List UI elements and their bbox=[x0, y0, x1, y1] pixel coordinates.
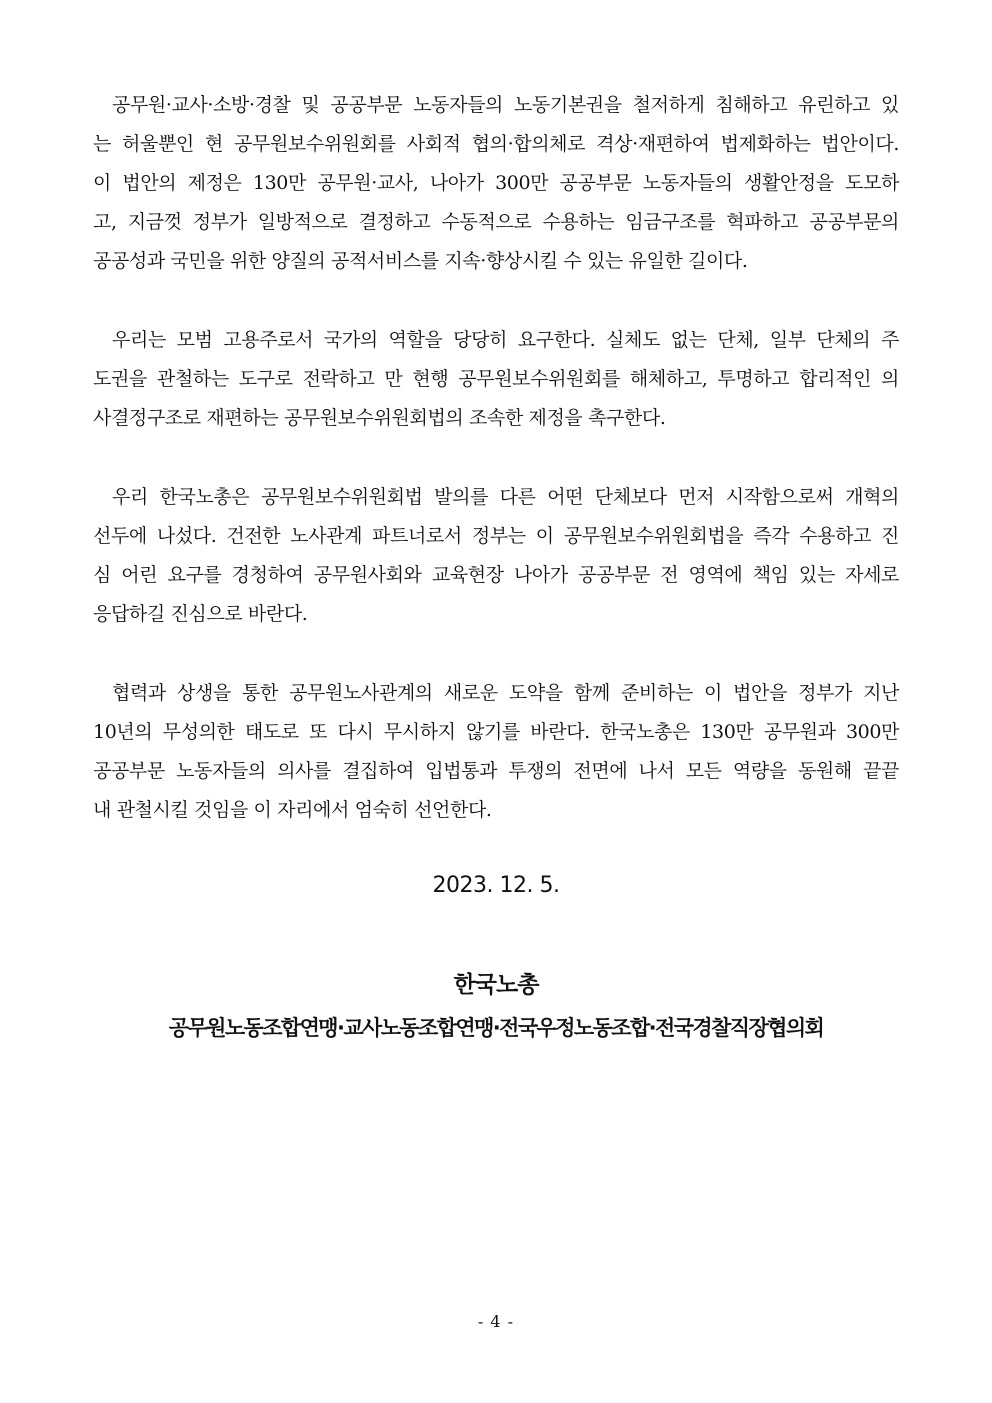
affiliate-organizations: 공무원노동조합연맹·교사노동조합연맹·전국우정노동조합·전국경찰직장협의회 bbox=[168, 1016, 824, 1040]
text-line: 협력과 상생을 통한 공무원노사관계의 새로운 도약을 함께 준비하는 이 법안을 정부가 지난 bbox=[112, 682, 899, 704]
text-line: 도권을 관철하는 도구로 전락하고 만 현행 공무원보수위원회를 해체하고, 투명하고 합리적인 의 bbox=[93, 368, 899, 390]
text-line: 선두에 나섰다. 건전한 노사관계 파트너로서 정부는 이 공무원보수위원회법을 즉각 수용하고 진 bbox=[93, 525, 899, 547]
paragraph-3 bbox=[93, 478, 899, 634]
text-line: 응답하길 진심으로 바란다. bbox=[93, 603, 308, 625]
text-line: 공공부문 노동자들의 의사를 결집하여 입법통과 투쟁의 전면에 나서 모든 역량을 동원해 끝끝 bbox=[93, 760, 899, 782]
text-line: 심 어린 요구를 경청하여 공무원사회와 교육현장 나아가 공공부문 전 영역에 책임 있는 자세로 bbox=[93, 564, 899, 586]
statement-date: 2023. 12. 5. bbox=[432, 873, 560, 898]
statement-body bbox=[93, 86, 899, 870]
paragraph-2 bbox=[93, 321, 899, 438]
text-line: 우리 한국노총은 공무원보수위원회법 발의를 다른 어떤 단체보다 먼저 시작함으로써 개혁의 bbox=[112, 486, 899, 508]
text-line: 공공성과 국민을 위한 양질의 공적서비스를 지속·향상시킬 수 있는 유일한 길이다. bbox=[93, 250, 748, 272]
paragraph-4 bbox=[93, 674, 899, 830]
text-line: 사결정구조로 재편하는 공무원보수위원회법의 조속한 제정을 촉구한다. bbox=[93, 407, 666, 429]
text-line: 내 관철시킬 것임을 이 자리에서 엄숙히 선언한다. bbox=[93, 799, 492, 821]
text-line: 이 법안의 제정은 130만 공무원·교사, 나아가 300만 공공부문 노동자들의 생활안정을 도모하 bbox=[93, 172, 899, 194]
text-line: 공무원·교사·소방·경찰 및 공공부문 노동자들의 노동기본권을 철저하게 침해하고 유린하고 있 bbox=[112, 94, 899, 116]
text-line: 는 허울뿐인 현 공무원보수위원회를 사회적 협의·합의체로 격상·재편하여 법제화하는 법안이다. bbox=[93, 133, 899, 155]
text-line: 우리는 모범 고용주로서 국가의 역할을 당당히 요구한다. 실체도 없는 단체, 일부 단체의 주 bbox=[112, 329, 899, 351]
text-line: 고, 지금껏 정부가 일방적으로 결정하고 수동적으로 수용하는 임금구조를 혁파하고 공공부문의 bbox=[93, 211, 899, 233]
text-line: 10년의 무성의한 태도로 또 다시 무시하지 않기를 바란다. 한국노총은 130만 공무원과 300만 bbox=[93, 721, 899, 743]
page-number: - 4 - bbox=[477, 1312, 515, 1331]
paragraph-1 bbox=[93, 86, 899, 281]
organization-name: 한국노총 bbox=[453, 972, 539, 998]
